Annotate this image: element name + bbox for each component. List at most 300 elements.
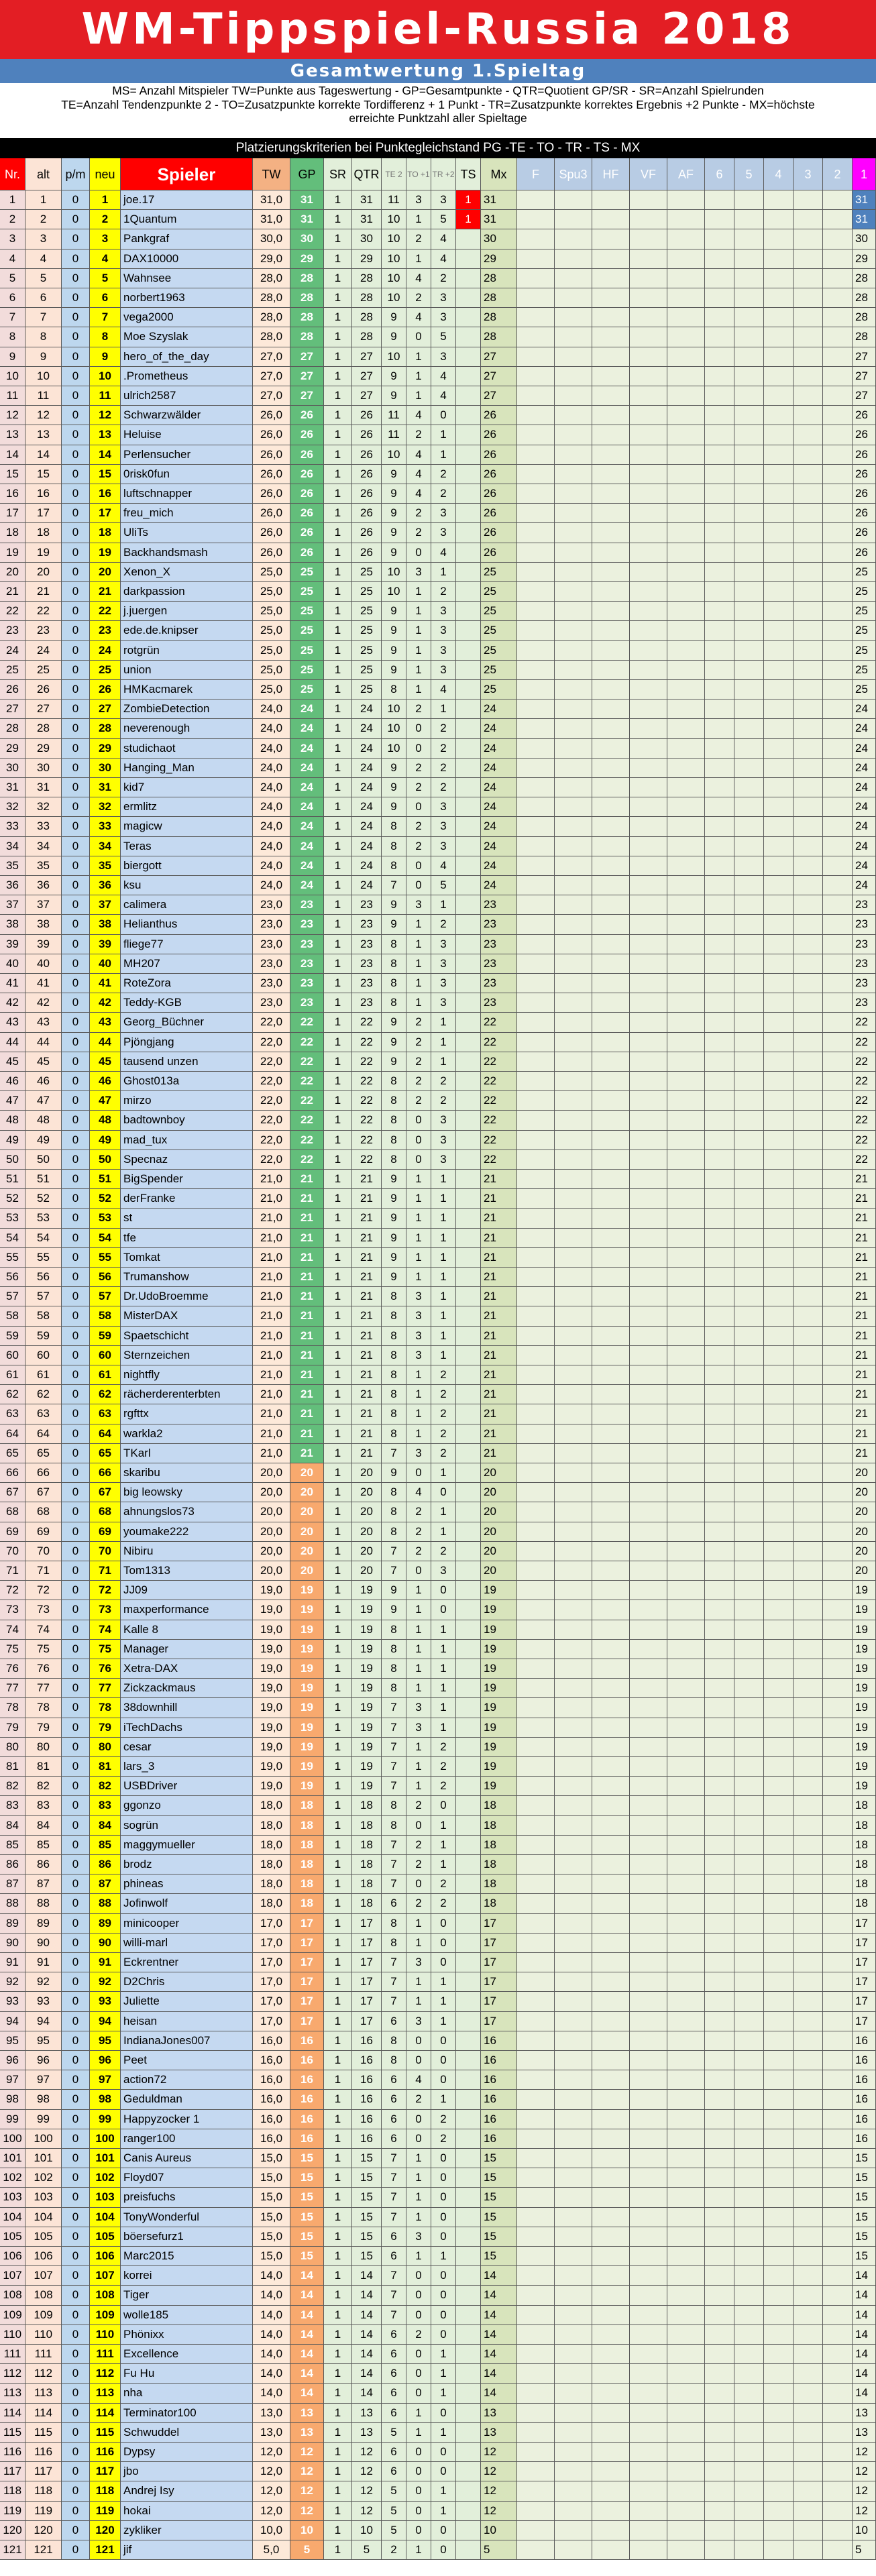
cell-g3 [793,2306,823,2325]
cell-tw: 26,0 [253,543,290,563]
cell-sr: 1 [324,2090,352,2109]
cell-f [517,1659,555,1679]
cell-last: 19 [853,1698,876,1718]
cell-pm: 0 [62,543,90,563]
cell-g2 [823,1992,853,2011]
cell-g2 [823,543,853,563]
cell-te: 7 [382,1561,406,1581]
cell-hf [592,1992,630,2011]
cell-te: 5 [382,2521,406,2540]
cell-g3 [793,1777,823,1796]
cell-g4 [764,2404,793,2423]
cell-gp: 12 [290,2481,324,2501]
cell-qtr: 27 [352,386,382,406]
cell-hf [592,680,630,699]
cell-ts [456,2481,481,2501]
cell-neu: 58 [90,1306,121,1326]
cell-neu: 64 [90,1424,121,1444]
cell-last: 19 [853,1640,876,1659]
cell-g3 [793,661,823,680]
cell-name: Dypsy [121,2443,253,2462]
cell-af [667,2129,705,2149]
cell-tw: 22,0 [253,1091,290,1111]
cell-g5 [734,954,764,974]
cell-vf [630,2286,667,2305]
cell-vf [630,621,667,640]
cell-mx: 23 [481,935,517,954]
cell-spu3 [555,504,592,523]
cell-to: 2 [406,1894,431,1913]
cell-gp: 14 [290,2286,324,2305]
cell-last: 26 [853,504,876,523]
cell-g6 [705,797,734,817]
cell-nr: 26 [0,680,25,699]
cell-gp: 21 [290,1306,324,1326]
cell-f [517,661,555,680]
cell-af [667,2404,705,2423]
cell-g6 [705,817,734,836]
cell-f [517,1248,555,1268]
cell-af [667,739,705,759]
cell-hf [592,1894,630,1913]
cell-gp: 24 [290,699,324,719]
cell-af [667,1816,705,1836]
cell-te: 9 [382,1229,406,1248]
cell-neu: 86 [90,1855,121,1874]
cell-hf [592,2051,630,2070]
cell-hf [592,1777,630,1796]
cell-hf [592,2521,630,2540]
cell-g6 [705,2540,734,2560]
cell-g2 [823,778,853,797]
cell-to: 0 [406,1561,431,1581]
cell-nr: 8 [0,327,25,347]
cell-mx: 28 [481,269,517,288]
cell-last: 22 [853,1111,876,1130]
cell-qtr: 19 [352,1698,382,1718]
cell-mx: 31 [481,190,517,210]
cell-name: tausend unzen [121,1052,253,1072]
cell-spu3 [555,308,592,327]
cell-tw: 27,0 [253,367,290,386]
cell-to: 0 [406,797,431,817]
cell-name: big leowsky [121,1483,253,1502]
cell-neu: 44 [90,1033,121,1052]
cell-g5 [734,2266,764,2286]
cell-g3 [793,1522,823,1542]
table-row [0,2481,876,2501]
cell-neu: 21 [90,582,121,602]
cell-hf [592,837,630,856]
cell-tw: 25,0 [253,680,290,699]
cell-qtr: 25 [352,563,382,582]
cell-af [667,641,705,661]
table-row [0,1170,876,1189]
table-row [0,504,876,523]
cell-spu3 [555,1131,592,1150]
cell-pm: 0 [62,1287,90,1306]
cell-spu3 [555,602,592,621]
cell-vf [630,1816,667,1836]
cell-pm: 0 [62,2462,90,2481]
cell-qtr: 15 [352,2168,382,2188]
cell-nr: 37 [0,895,25,915]
cell-g2 [823,1150,853,1170]
cell-te: 8 [382,1934,406,1953]
cell-g2 [823,1306,853,1326]
cell-mx: 21 [481,1424,517,1444]
cell-tr: 0 [431,2462,456,2481]
cell-alt: 84 [25,1816,62,1836]
cell-af [667,347,705,367]
cell-qtr: 18 [352,1836,382,1855]
cell-g6 [705,2521,734,2540]
cell-last: 16 [853,2051,876,2070]
cell-hf [592,954,630,974]
cell-spu3 [555,2227,592,2247]
cell-g6 [705,1914,734,1934]
cell-te: 8 [382,680,406,699]
table-row [0,1424,876,1444]
cell-name: UliTs [121,523,253,543]
cell-qtr: 15 [352,2208,382,2227]
cell-mx: 24 [481,856,517,876]
cell-nr: 94 [0,2012,25,2031]
cell-name: Pankgraf [121,229,253,249]
cell-g6 [705,288,734,308]
cell-mx: 19 [481,1777,517,1796]
cell-pm: 0 [62,1855,90,1874]
cell-last: 15 [853,2227,876,2247]
cell-mx: 12 [481,2443,517,2462]
cell-gp: 25 [290,582,324,602]
cell-last: 17 [853,2012,876,2031]
cell-to: 1 [406,386,431,406]
cell-hf [592,778,630,797]
cell-hf [592,2502,630,2521]
table-row [0,621,876,640]
cell-nr: 44 [0,1033,25,1052]
cell-nr: 113 [0,2384,25,2403]
cell-hf [592,2481,630,2501]
cell-to: 1 [406,915,431,934]
cell-g6 [705,1365,734,1385]
cell-f [517,602,555,621]
column-header-vf: VF [630,158,667,190]
cell-g3 [793,2462,823,2481]
cell-last: 12 [853,2481,876,2501]
cell-mx: 27 [481,347,517,367]
cell-ts [456,269,481,288]
cell-g6 [705,1424,734,1444]
cell-sr: 1 [324,425,352,445]
table-row [0,2247,876,2266]
cell-to: 0 [406,2481,431,2501]
table-row [0,2227,876,2247]
cell-ts [456,367,481,386]
cell-tr: 2 [431,1874,456,1894]
table-row [0,1855,876,1874]
table-row [0,1483,876,1502]
cell-nr: 89 [0,1914,25,1934]
cell-to: 0 [406,2502,431,2521]
cell-g2 [823,1855,853,1874]
cell-name: kid7 [121,778,253,797]
cell-neu: 63 [90,1404,121,1424]
cell-name: heisan [121,2012,253,2031]
cell-name: ede.de.knipser [121,621,253,640]
cell-qtr: 22 [352,1072,382,1091]
cell-g2 [823,1698,853,1718]
cell-mx: 12 [481,2502,517,2521]
cell-last: 25 [853,621,876,640]
cell-sr: 1 [324,1502,352,1522]
cell-ts [456,2443,481,2462]
cell-mx: 21 [481,1404,517,1424]
cell-hf [592,425,630,445]
cell-g6 [705,504,734,523]
cell-to: 1 [406,993,431,1013]
cell-g3 [793,1072,823,1091]
cell-tr: 4 [431,543,456,563]
cell-pm: 0 [62,1777,90,1796]
cell-to: 2 [406,1013,431,1032]
cell-g5 [734,1033,764,1052]
cell-name: Tomkat [121,1248,253,1268]
cell-te: 8 [382,1072,406,1091]
cell-tr: 2 [431,1757,456,1777]
cell-g5 [734,425,764,445]
cell-mx: 24 [481,778,517,797]
cell-name: tfe [121,1229,253,1248]
cell-last: 21 [853,1170,876,1189]
cell-to: 1 [406,661,431,680]
cell-vf [630,367,667,386]
cell-spu3 [555,2286,592,2305]
cell-g2 [823,1209,853,1228]
cell-f [517,563,555,582]
cell-name: Canis Aureus [121,2149,253,2168]
cell-tr: 3 [431,817,456,836]
cell-neu: 93 [90,1992,121,2011]
cell-g4 [764,1209,793,1228]
cell-mx: 24 [481,699,517,719]
cell-last: 26 [853,543,876,563]
cell-nr: 32 [0,797,25,817]
cell-ts [456,2051,481,2070]
cell-g3 [793,484,823,504]
cell-alt: 47 [25,1091,62,1111]
cell-sr: 1 [324,1209,352,1228]
cell-tw: 21,0 [253,1170,290,1189]
cell-alt: 103 [25,2188,62,2207]
cell-g3 [793,386,823,406]
cell-tw: 19,0 [253,1757,290,1777]
cell-nr: 21 [0,582,25,602]
cell-te: 8 [382,1796,406,1815]
cell-name: TKarl [121,1444,253,1463]
cell-nr: 6 [0,288,25,308]
cell-name: MisterDAX [121,1306,253,1326]
cell-pm: 0 [62,641,90,661]
cell-last: 21 [853,1424,876,1444]
cell-name: JJ09 [121,1581,253,1600]
cell-ts [456,1248,481,1268]
cell-spu3 [555,817,592,836]
cell-mx: 15 [481,2227,517,2247]
cell-mx: 16 [481,2090,517,2109]
cell-f [517,1914,555,1934]
cell-neu: 39 [90,935,121,954]
cell-to: 2 [406,817,431,836]
cell-to: 1 [406,1268,431,1287]
cell-alt: 65 [25,1444,62,1463]
cell-name: MH207 [121,954,253,974]
cell-g3 [793,1796,823,1815]
cell-g6 [705,2051,734,2070]
cell-name: iTechDachs [121,1718,253,1738]
cell-f [517,229,555,249]
cell-g2 [823,386,853,406]
cell-vf [630,2247,667,2266]
cell-gp: 12 [290,2502,324,2521]
cell-neu: 96 [90,2051,121,2070]
cell-te: 8 [382,2031,406,2051]
table-row [0,837,876,856]
cell-qtr: 21 [352,1306,382,1326]
table-row [0,915,876,934]
cell-to: 3 [406,1346,431,1365]
cell-g4 [764,1327,793,1346]
ranking-criteria: Platzierungskriterien bei Punktegleichstand PG -TE - TO - TR - TS - MX [0,138,876,158]
cell-g4 [764,1542,793,1561]
legend-line-3: erreichte Punktzahl aller Spieltage [349,111,527,125]
cell-to: 0 [406,1111,431,1130]
cell-ts [456,2423,481,2443]
table-row [0,661,876,680]
cell-last: 12 [853,2443,876,2462]
cell-to: 1 [406,249,431,269]
cell-ts [456,1170,481,1189]
cell-g4 [764,1072,793,1091]
cell-last: 20 [853,1502,876,1522]
cell-qtr: 26 [352,406,382,425]
cell-tr: 1 [431,1972,456,1992]
cell-af [667,1346,705,1365]
cell-sr: 1 [324,2384,352,2403]
cell-g6 [705,895,734,915]
cell-g6 [705,229,734,249]
cell-af [667,2481,705,2501]
cell-spu3 [555,2129,592,2149]
cell-alt: 66 [25,1463,62,1483]
cell-g4 [764,1934,793,1953]
cell-mx: 25 [481,582,517,602]
cell-to: 1 [406,621,431,640]
cell-af [667,582,705,602]
cell-last: 14 [853,2345,876,2364]
cell-qtr: 15 [352,2188,382,2207]
cell-ts [456,1836,481,1855]
cell-to: 2 [406,1542,431,1561]
cell-mx: 21 [481,1444,517,1463]
cell-qtr: 16 [352,2090,382,2109]
cell-spu3 [555,1189,592,1209]
cell-nr: 85 [0,1836,25,1855]
cell-vf [630,2227,667,2247]
cell-f [517,2481,555,2501]
cell-spu3 [555,699,592,719]
cell-g6 [705,249,734,269]
cell-g6 [705,523,734,543]
cell-g5 [734,935,764,954]
cell-g5 [734,2070,764,2090]
cell-gp: 17 [290,1992,324,2011]
cell-alt: 80 [25,1738,62,1757]
cell-sr: 1 [324,1738,352,1757]
cell-alt: 102 [25,2168,62,2188]
cell-g4 [764,1757,793,1777]
cell-g5 [734,445,764,465]
cell-hf [592,582,630,602]
cell-nr: 81 [0,1757,25,1777]
cell-mx: 17 [481,2012,517,2031]
cell-neu: 113 [90,2384,121,2403]
cell-g3 [793,327,823,347]
cell-tr: 1 [431,2247,456,2266]
table-row [0,1385,876,1404]
cell-g4 [764,621,793,640]
cell-g5 [734,1718,764,1738]
cell-alt: 21 [25,582,62,602]
cell-nr: 100 [0,2129,25,2149]
cell-af [667,1209,705,1228]
cell-pm: 0 [62,621,90,640]
cell-ts [456,602,481,621]
cell-spu3 [555,1052,592,1072]
cell-g3 [793,1287,823,1306]
cell-pm: 0 [62,2149,90,2168]
cell-g2 [823,2188,853,2207]
cell-sr: 1 [324,1542,352,1561]
cell-alt: 16 [25,484,62,504]
cell-g5 [734,1287,764,1306]
cell-g3 [793,465,823,484]
cell-name: ermlitz [121,797,253,817]
cell-te: 9 [382,1581,406,1600]
cell-qtr: 14 [352,2384,382,2403]
cell-vf [630,2481,667,2501]
cell-pm: 0 [62,504,90,523]
table-row [0,210,876,229]
cell-g2 [823,484,853,504]
cell-f [517,759,555,778]
column-header-nr: Nr. [0,158,25,190]
cell-qtr: 26 [352,465,382,484]
cell-to: 2 [406,1796,431,1815]
cell-to: 1 [406,1209,431,1228]
cell-neu: 53 [90,1209,121,1228]
cell-nr: 14 [0,445,25,465]
cell-to: 2 [406,1855,431,1874]
cell-to: 2 [406,229,431,249]
cell-alt: 70 [25,1542,62,1561]
cell-pm: 0 [62,347,90,367]
cell-ts [456,465,481,484]
cell-sr: 1 [324,1874,352,1894]
cell-vf [630,954,667,974]
cell-mx: 19 [481,1757,517,1777]
